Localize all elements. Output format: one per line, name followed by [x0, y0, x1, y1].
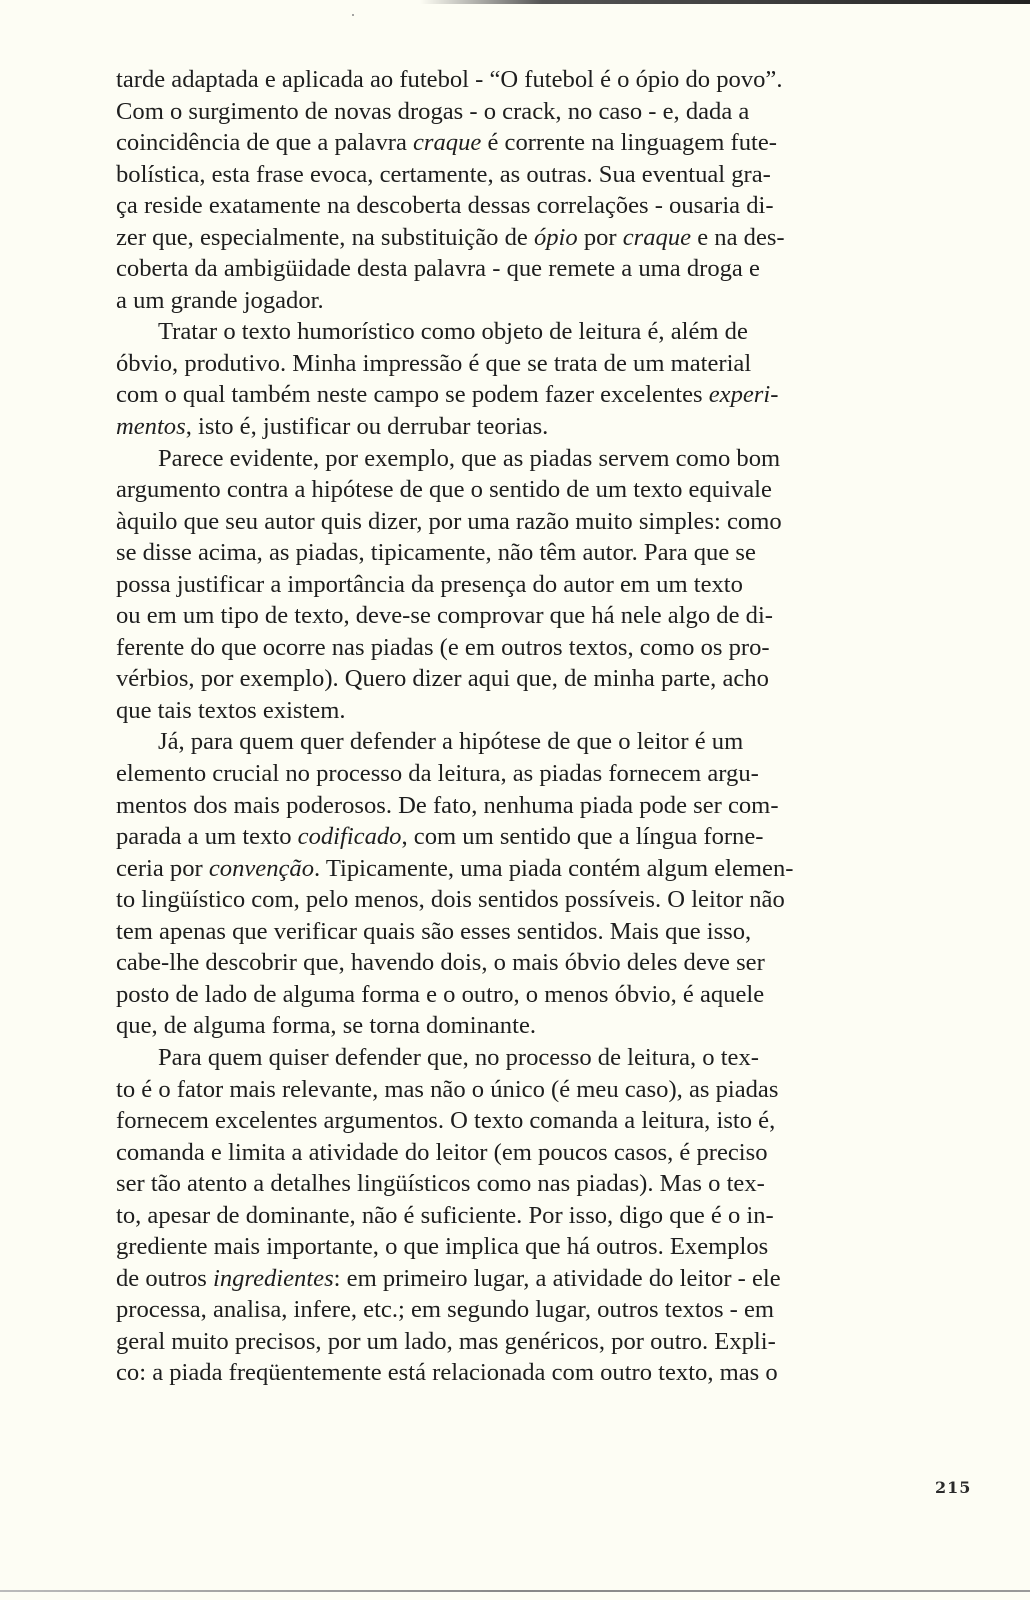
text-line: [116, 821, 942, 853]
text-run: . Tipicamente, uma piada contém algum elemen-: [314, 854, 794, 882]
text-run: : em primeiro lugar, a atividade do leitor - ele: [333, 1264, 781, 1292]
text-run: coberta da ambigüidade desta palavra - que remete a uma droga e: [116, 255, 760, 283]
text-run: ferente do que ocorre nas piadas (e em outros textos, como os pro-: [116, 633, 770, 661]
text-line: [116, 790, 942, 822]
text-line: [116, 1168, 942, 1200]
text-line: [116, 569, 942, 601]
text-line: [116, 884, 942, 916]
text-run: Para quem quiser defender que, no processo de leitura, o tex-: [158, 1043, 759, 1071]
text-line: [116, 506, 942, 538]
text-line: [116, 1263, 942, 1295]
text-line: [116, 632, 942, 664]
text-run: Com o surgimento de novas drogas - o crack, no caso - e, dada a: [116, 97, 750, 125]
text-run: argumento contra a hipótese de que o sentido de um texto equivale: [116, 476, 772, 504]
text-run: parada a um texto: [116, 823, 298, 851]
text-run: bolística, esta frase evoca, certamente, as outras. Sua eventual gra-: [116, 160, 771, 188]
italic-term: craque: [622, 223, 692, 251]
text-line: [116, 1326, 942, 1358]
text-line: [116, 474, 942, 506]
text-run: Tratar o texto humorístico como objeto de leitura é, além de: [158, 318, 748, 346]
paragraph: [116, 443, 942, 727]
italic-term: craque: [413, 129, 482, 157]
text-line: [116, 1357, 942, 1389]
text-line: [116, 348, 942, 380]
italic-term: experi-: [708, 381, 779, 409]
text-run: comanda e limita a atividade do leitor (em poucos casos, é preciso: [116, 1138, 768, 1166]
text-run: que, de alguma forma, se torna dominante.: [116, 1012, 537, 1040]
text-run: elemento crucial no processo da leitura, as piadas fornecem argu-: [116, 760, 759, 788]
text-line: [116, 1010, 942, 1042]
text-run: cabe-lhe descobrir que, havendo dois, o mais óbvio deles deve ser: [116, 949, 765, 977]
text-run: coincidência de que a palavra: [116, 129, 414, 157]
text-line: [116, 159, 942, 191]
paragraph: [116, 64, 942, 316]
text-line: [116, 537, 942, 569]
text-run: tarde adaptada e aplicada ao futebol - “O futebol é o ópio do povo”.: [116, 66, 783, 93]
italic-term: mentos: [116, 413, 186, 441]
text-run: to lingüístico com, pelo menos, dois sentidos possíveis. O leitor não: [116, 886, 785, 914]
text-line: [116, 600, 942, 632]
text-run: e na des-: [691, 223, 785, 251]
text-run: por: [577, 223, 623, 251]
text-line: [116, 316, 942, 348]
scan-top-edge: [420, 0, 1030, 4]
text-run: que tais textos existem.: [116, 696, 346, 724]
text-run: to é o fator mais relevante, mas não o único (é meu caso), as piadas: [116, 1075, 779, 1103]
text-line: [116, 1074, 942, 1106]
text-run: é corrente na linguagem fute-: [481, 129, 777, 157]
text-run: zer que, especialmente, na substituição de: [116, 223, 534, 251]
text-run: possa justificar a importância da presença do autor em um texto: [116, 570, 743, 598]
text-line: [116, 1105, 942, 1137]
text-line: [116, 127, 942, 159]
text-line: [116, 1137, 942, 1169]
text-line: [116, 853, 942, 885]
text-run: ou em um tipo de texto, deve-se comprovar que há nele algo de di-: [116, 602, 773, 630]
scan-bottom-edge: [0, 1590, 1030, 1592]
text-run: com o qual também neste campo se podem fazer excelentes: [116, 381, 709, 409]
text-run: àquilo que seu autor quis dizer, por uma razão muito simples: como: [116, 507, 782, 535]
text-run: grediente mais importante, o que implica que há outros. Exemplos: [116, 1233, 769, 1261]
paragraph: [116, 316, 942, 442]
text-run: óbvio, produtivo. Minha impressão é que se trata de um material: [116, 349, 752, 377]
text-run: de outros: [116, 1264, 213, 1292]
text-run: vérbios, por exemplo). Quero dizer aqui que, de minha parte, acho: [116, 665, 769, 693]
text-run: geral muito precisos, por um lado, mas genéricos, por outro. Expli-: [116, 1327, 776, 1355]
text-line: [116, 1042, 942, 1074]
text-run: mentos dos mais poderosos. De fato, nenhuma piada pode ser com-: [116, 791, 779, 819]
text-line: [116, 979, 942, 1011]
text-run: Parece evidente, por exemplo, que as piadas servem como bom: [158, 444, 781, 472]
text-line: [116, 1200, 942, 1232]
page-body-text: [116, 64, 942, 1389]
text-run: a um grande jogador.: [116, 286, 324, 314]
text-run: processa, analisa, infere, etc.; em segundo lugar, outros textos - em: [116, 1296, 775, 1324]
italic-term: convenção: [208, 854, 315, 882]
text-line: [116, 916, 942, 948]
text-line: [116, 190, 942, 222]
paragraph: [116, 726, 942, 1041]
text-line: [116, 726, 942, 758]
text-line: [116, 1231, 942, 1263]
text-line: [116, 758, 942, 790]
text-line: [116, 411, 942, 443]
text-line: [116, 663, 942, 695]
text-run: tem apenas que verificar quais são esses sentidos. Mais que isso,: [116, 917, 752, 945]
italic-term: codificado: [297, 823, 402, 851]
text-line: [116, 253, 942, 285]
text-line: [116, 285, 942, 317]
text-line: [116, 695, 942, 727]
text-line: [116, 64, 942, 96]
text-run: ser tão atento a detalhes lingüísticos como nas piadas). Mas o tex-: [116, 1170, 765, 1198]
text-run: co: a piada freqüentemente está relacionada com outro texto, mas o: [116, 1359, 778, 1387]
text-run: fornecem excelentes argumentos. O texto comanda a leitura, isto é,: [116, 1107, 776, 1135]
text-line: [116, 222, 942, 254]
text-run: , isto é, justificar ou derrubar teorias.: [185, 413, 549, 441]
scan-speck: [352, 14, 354, 16]
text-run: Já, para quem quer defender a hipótese de que o leitor é um: [158, 728, 744, 756]
italic-term: ingredientes: [213, 1264, 334, 1292]
text-line: [116, 1294, 942, 1326]
text-run: se disse acima, as piadas, tipicamente, não têm autor. Para que se: [116, 539, 756, 567]
text-run: to, apesar de dominante, não é suficiente. Por isso, digo que é o in-: [116, 1201, 774, 1229]
text-run: ça reside exatamente na descoberta dessas correlações - ousaria di-: [116, 192, 774, 220]
page-number: 215: [935, 1478, 972, 1497]
text-line: [116, 947, 942, 979]
text-run: posto de lado de alguma forma e o outro, o menos óbvio, é aquele: [116, 980, 765, 1008]
text-line: [116, 379, 942, 411]
italic-term: ópio: [533, 223, 578, 251]
text-run: ceria por: [116, 854, 209, 882]
text-run: , com um sentido que a língua forne-: [401, 823, 764, 851]
text-line: [116, 443, 942, 475]
paragraph: [116, 1042, 942, 1389]
text-line: [116, 96, 942, 128]
